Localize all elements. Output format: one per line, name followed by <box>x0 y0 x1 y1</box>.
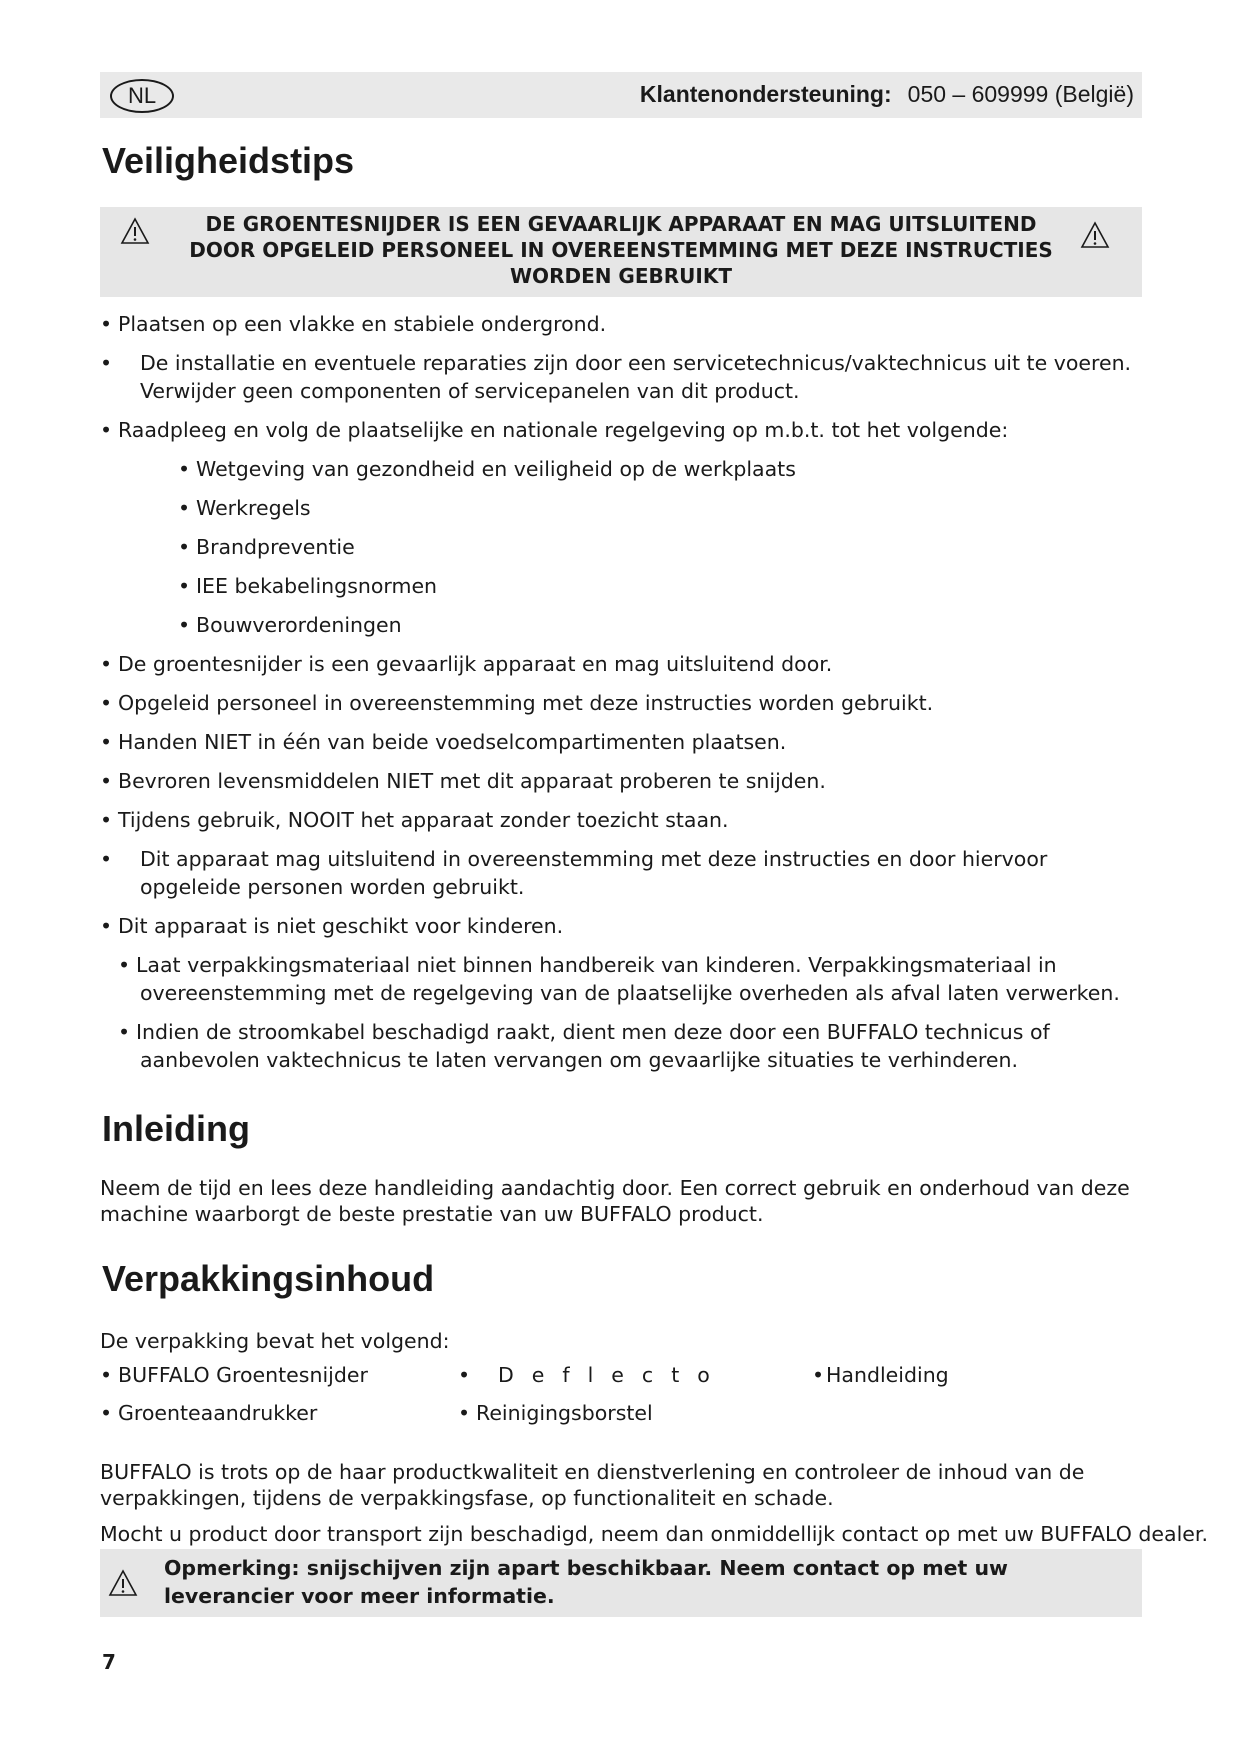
list-item: • Groenteaandrukker <box>100 1399 368 1427</box>
contents-column-2 <box>458 1361 728 1437</box>
list-item: • Plaatsen op een vlakke en stabiele ondergrond. <box>100 310 1140 338</box>
safety-title: Veiligheidstips <box>102 140 355 181</box>
note-box <box>100 1549 1142 1617</box>
list-item: • Handleiding <box>812 1361 949 1389</box>
list-item: • IEE bekabelingsnormen <box>100 572 1140 600</box>
list-item: • Opgeleid personeel in overeenstemming met deze instructies worden gebruikt. <box>100 689 1140 717</box>
contents-title: Verpakkingsinhoud <box>102 1258 435 1299</box>
contents-lead: De verpakking bevat het volgend: <box>100 1329 450 1353</box>
list-item: • Dit apparaat is niet geschikt voor kinderen. <box>100 912 1140 940</box>
intro-text: Neem de tijd en lees deze handleiding aandachtig door. Een correct gebruik en onderhoud van deze machine waarborgt de beste prestatie van uw BUFFALO product. <box>100 1176 1130 1226</box>
list-item: • Brandpreventie <box>100 533 1140 561</box>
list-item: • BUFFALO Groentesnijder <box>100 1361 368 1389</box>
list-item: • Deflecto <box>458 1361 728 1389</box>
list-item: • Bevroren levensmiddelen NIET met dit apparaat proberen te snijden. <box>100 767 1140 795</box>
language-badge: NL <box>110 79 174 113</box>
safety-list <box>100 310 1140 1074</box>
list-item: • Handen NIET in één van beide voedselcompartimenten plaatsen. <box>100 728 1140 756</box>
warning-icon <box>120 217 150 245</box>
list-item: • Werkregels <box>100 494 1140 522</box>
support-label: Klantenondersteuning: <box>639 81 892 107</box>
list-item: • Indien de stroomkabel beschadigd raakt, dient men deze door een BUFFALO technicus of aanbevolen vaktechnicus te laten vervangen om gevaarlijke situaties te verhinderen. <box>100 1018 1140 1074</box>
list-item: • Bouwverordeningen <box>100 611 1140 639</box>
support-phone: 050 – 609999 (België) <box>907 81 1134 107</box>
warning-text: DE GROENTESNIJDER IS EEN GEVAARLIJK APPARAAT EN MAG UITSLUITEND DOOR OPGELEID PERSONEEL IN OVEREENSTEMMING MET DEZE INSTRUCTIES WORDEN GEBRUIKT <box>189 212 1053 288</box>
list-item: • De installatie en eventuele reparaties zijn door een servicetechnicus/vaktechnicus uit te voeren. Verwijder geen componenten of servicepanelen van dit product. <box>100 349 1140 405</box>
contents-paragraph-2: Mocht u product door transport zijn beschadigd, neem dan onmiddellijk contact op met uw BUFFALO dealer. <box>100 1522 1208 1546</box>
contents-column-1 <box>100 1361 368 1437</box>
warning-box <box>100 207 1142 297</box>
note-text: Opmerking: snijschijven zijn apart beschikbaar. Neem contact op met uw leverancier voor meer informatie. <box>164 1556 1008 1608</box>
list-item: • Laat verpakkingsmateriaal niet binnen handbereik van kinderen. Verpakkingsmateriaal in overeenstemming met de regelgeving van de plaatselijke overheden als afval laten verwerken. <box>100 951 1140 1007</box>
list-item: • Raadpleeg en volg de plaatselijke en nationale regelgeving op m.b.t. tot het volgende: <box>100 416 1140 444</box>
list-item: • De groentesnijder is een gevaarlijk apparaat en mag uitsluitend door. <box>100 650 1140 678</box>
page-number: 7 <box>102 1650 116 1674</box>
customer-support <box>640 81 1134 108</box>
list-item: • Wetgeving van gezondheid en veiligheid op de werkplaats <box>100 455 1140 483</box>
list-item: • Dit apparaat mag uitsluitend in overeenstemming met deze instructies en door hiervoor opgeleide personen worden gebruikt. <box>100 845 1140 901</box>
warning-icon <box>108 1569 138 1597</box>
list-item: • Tijdens gebruik, NOOIT het apparaat zonder toezicht staan. <box>100 806 1140 834</box>
warning-icon <box>1080 221 1110 249</box>
intro-title: Inleiding <box>102 1108 250 1149</box>
contents-paragraph-1: BUFFALO is trots op de haar productkwaliteit en dienstverlening en controleer de inhoud van de verpakkingen, tijdens de verpakkingsfase, op functionaliteit en schade. <box>100 1460 1085 1510</box>
list-item: • Reinigingsborstel <box>458 1399 728 1427</box>
header-bar <box>100 72 1142 118</box>
contents-column-3 <box>812 1361 949 1399</box>
